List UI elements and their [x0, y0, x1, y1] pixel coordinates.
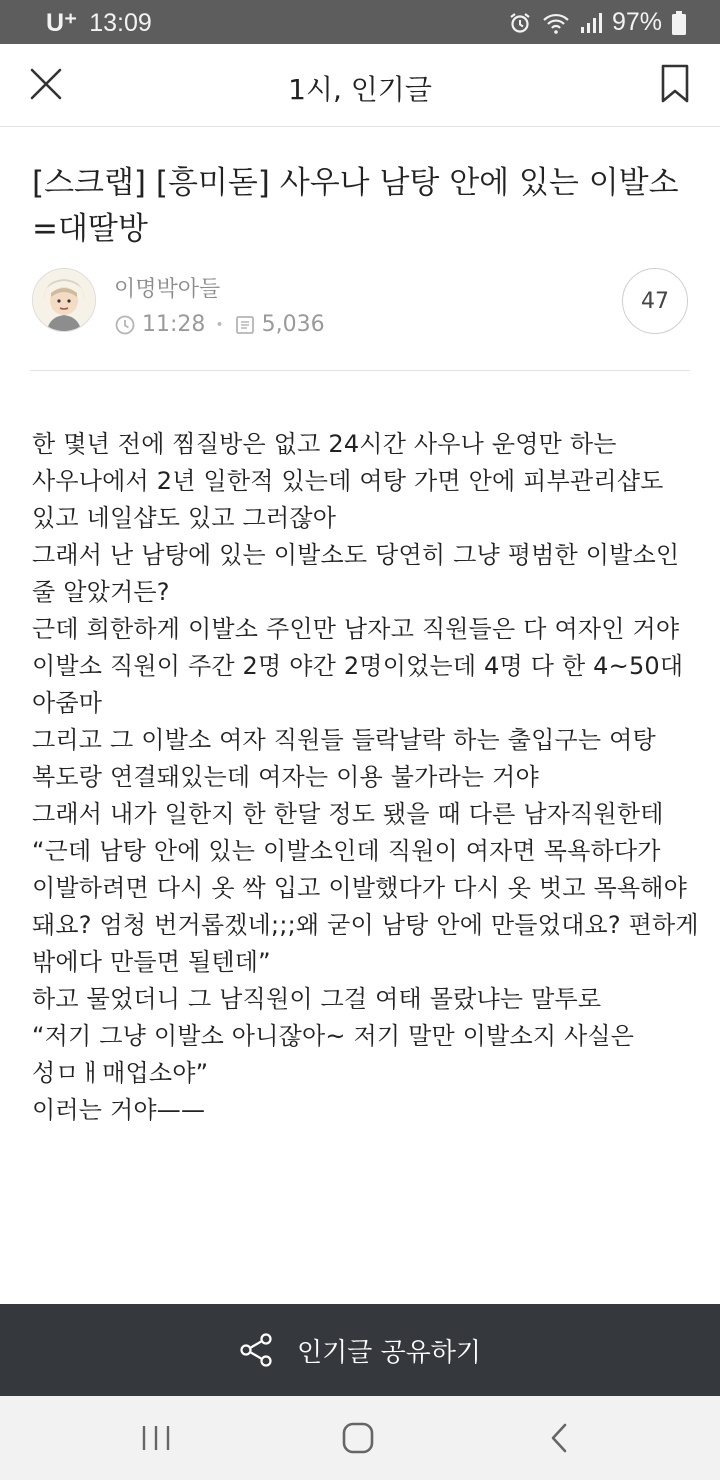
body-paragraph: 이러는 거야—— — [32, 1096, 206, 1124]
author-name[interactable]: 이명박아들 — [114, 277, 221, 302]
recent-apps-icon[interactable] — [136, 1418, 176, 1458]
post-title: [스크랩] [흥미돋] 사우나 남탕 안에 있는 이발소=대딸방 — [32, 165, 679, 247]
system-nav-bar — [0, 1396, 720, 1480]
clock-icon — [114, 314, 136, 336]
author-row — [30, 266, 690, 336]
home-icon[interactable] — [338, 1418, 378, 1458]
body-paragraph: “근데 남탕 안에 있는 이발소인데 직원이 여자면 목욕하다가 이발하려면 다시 옷 싹 입고 이발했다가 다시 옷 벗고 목욕해야 돼요? 엄청 번거롭겠네;;;왜 굳이 남탕 안에 만들었대요? 편하게 밖에다 만들면 될텐데” — [32, 837, 699, 976]
bookmark-icon[interactable] — [660, 64, 690, 104]
status-bar — [0, 0, 720, 44]
body-paragraph: 이발소 직원이 주간 2명 야간 2명이었는데 4명 다 한 4~50대 아줌마 — [32, 652, 684, 717]
clock-time: 13:09 — [89, 8, 152, 37]
status-right — [508, 8, 686, 37]
status-left — [46, 8, 152, 38]
post-meta — [114, 312, 325, 337]
view-count: 5,036 — [261, 312, 325, 337]
body-paragraph: 그리고 그 이발소 여자 직원들 들락날락 하는 출입구는 여탕 복도랑 연결돼있는데 여자는 이용 불가라는 거야 — [32, 726, 656, 791]
body-paragraph: 근데 희한하게 이발소 주인만 남자고 직원들은 다 여자인 거야 — [32, 615, 680, 643]
back-icon[interactable] — [540, 1418, 580, 1458]
header-title: 1시, 인기글 — [288, 73, 432, 106]
divider — [30, 370, 690, 371]
battery-icon — [672, 11, 686, 35]
avatar[interactable] — [32, 268, 96, 332]
body-paragraph: 그래서 내가 일한지 한 한달 정도 됐을 때 다른 남자직원한테 — [32, 800, 664, 828]
share-icon — [239, 1332, 273, 1368]
app-header — [0, 44, 720, 127]
body-paragraph: 하고 물었더니 그 남직원이 그걸 여태 몰랐냐는 말투로 — [32, 985, 602, 1013]
body-paragraph: 한 몇년 전에 찜질방은 없고 24시간 사우나 운영만 하는 사우나에서 2년 일한적 있는데 여탕 가면 안에 피부관리샵도 있고 네일샵도 있고 그러잖아 — [32, 430, 664, 532]
body-paragraph: 그래서 난 남탕에 있는 이발소도 당연히 그냥 평범한 이발소인 줄 알았거든? — [32, 541, 680, 606]
signal-icon — [580, 12, 602, 34]
post-body — [32, 426, 704, 1304]
share-label: 인기글 공유하기 — [296, 1337, 482, 1368]
comment-count-button[interactable]: 47 — [622, 268, 688, 334]
meta-separator: • — [215, 316, 224, 333]
carrier-label: U⁺ — [46, 9, 78, 37]
wifi-icon — [542, 11, 570, 35]
share-button[interactable] — [0, 1304, 720, 1396]
body-paragraph: “저기 그냥 이발소 아니잖아~ 저기 말만 이발소지 사실은 성ㅁㅐ매업소야” — [32, 1022, 635, 1087]
alarm-icon — [508, 11, 532, 35]
post-time: 11:28 — [142, 312, 206, 337]
battery-label: 97% — [611, 8, 662, 36]
document-icon — [234, 314, 256, 336]
